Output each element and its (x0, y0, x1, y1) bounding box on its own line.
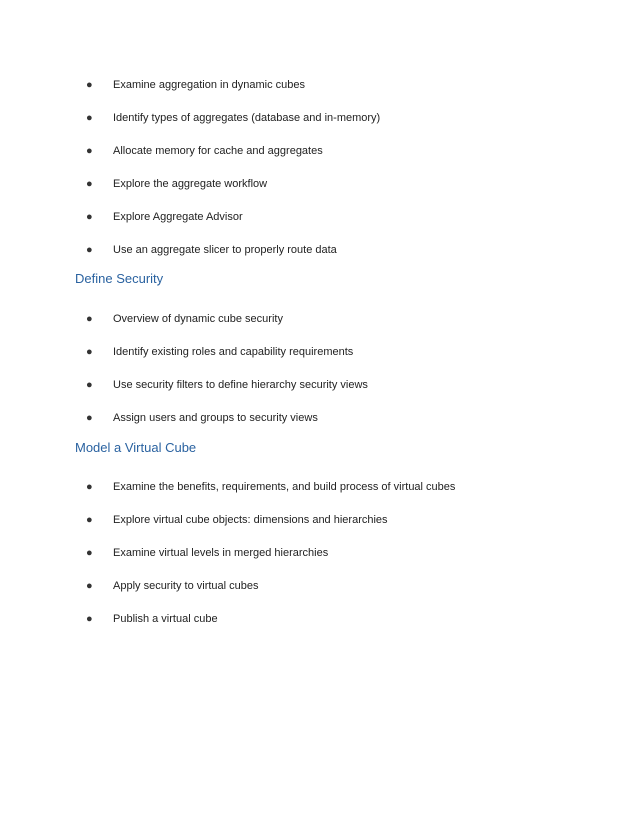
bullet-icon: ● (86, 178, 93, 190)
list-item (0, 478, 638, 496)
bullet-icon: ● (86, 481, 93, 493)
list-item-text: Use an aggregate slicer to properly route data (113, 244, 337, 256)
list-item (0, 175, 638, 193)
bullet-icon: ● (86, 313, 93, 325)
list-item (0, 310, 638, 328)
list-item (0, 409, 638, 427)
list-item (0, 208, 638, 226)
list-item-text: Identify types of aggregates (database and in-memory) (113, 112, 381, 124)
bullet-icon: ● (86, 379, 93, 391)
list-item-text: Allocate memory for cache and aggregates (113, 145, 323, 157)
list-item-text: Assign users and groups to security views (113, 412, 318, 424)
bullet-icon: ● (86, 514, 93, 526)
list-item (0, 109, 638, 127)
list-item-text: Examine the benefits, requirements, and build process of virtual cubes (113, 481, 456, 493)
section-heading-define-security: Define Security (75, 271, 164, 286)
list-item (0, 343, 638, 361)
list-item-text: Use security filters to define hierarchy security views (113, 379, 368, 391)
bullet-icon: ● (86, 412, 93, 424)
bullet-icon: ● (86, 580, 93, 592)
list-item-text: Examine aggregation in dynamic cubes (113, 79, 306, 91)
list-item-text: Apply security to virtual cubes (113, 580, 259, 592)
bullet-icon: ● (86, 346, 93, 358)
list-item (0, 610, 638, 628)
bullet-icon: ● (86, 211, 93, 223)
bullet-icon: ● (86, 244, 93, 256)
list-item (0, 544, 638, 562)
bullet-icon: ● (86, 547, 93, 559)
bullet-icon: ● (86, 112, 93, 124)
bullet-icon: ● (86, 79, 93, 91)
list-item (0, 511, 638, 529)
list-item-text: Explore the aggregate workflow (113, 178, 268, 190)
list-item-text: Identify existing roles and capability requirements (113, 346, 354, 358)
list-item (0, 76, 638, 94)
list-item (0, 241, 638, 259)
section-heading-model-virtual-cube: Model a Virtual Cube (75, 440, 197, 455)
list-item-text: Publish a virtual cube (113, 613, 218, 625)
list-item (0, 577, 638, 595)
list-item (0, 142, 638, 160)
bullet-icon: ● (86, 145, 93, 157)
list-item-text: Overview of dynamic cube security (113, 313, 283, 325)
list-item (0, 376, 638, 394)
list-item-text: Explore Aggregate Advisor (113, 211, 243, 223)
list-item-text: Explore virtual cube objects: dimensions and hierarchies (113, 514, 388, 526)
list-item-text: Examine virtual levels in merged hierarchies (113, 547, 329, 559)
bullet-icon: ● (86, 613, 93, 625)
